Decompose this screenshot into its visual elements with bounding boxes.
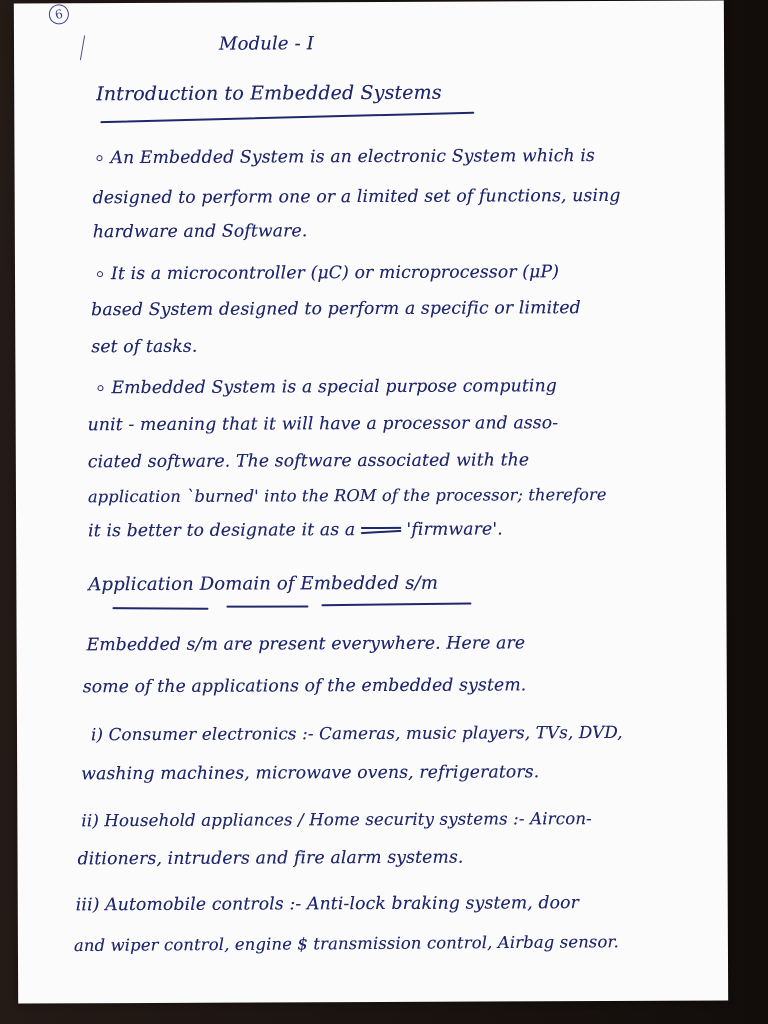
bullet-3-line-1: Embedded System is a special purpose computing xyxy=(97,376,557,398)
margin-mark xyxy=(80,35,85,60)
bullet-2-line-3: set of tasks. xyxy=(91,336,198,358)
application-item-3-line-1: iii) Automobile controls :- Anti-lock braking system, door xyxy=(75,893,580,916)
section-title-underline xyxy=(100,112,474,123)
bullet-3-line-4: application `burned' into the ROM of the processor; therefore xyxy=(87,484,607,507)
intro-line-1: Embedded s/m are present everywhere. Here are xyxy=(86,633,526,656)
bullet-1-line-3: hardware and Software. xyxy=(92,221,308,243)
bullet-marker xyxy=(97,385,103,391)
section-title: Introduction to Embedded Systems xyxy=(96,81,442,106)
intro-line-2: some of the applications of the embedded system. xyxy=(82,675,527,698)
bullet-1-line-1: An Embedded System is an electronic System which is xyxy=(96,146,595,168)
bullet-marker xyxy=(96,155,102,161)
application-item-2-line-1: ii) Household appliances / Home security systems :- Aircon- xyxy=(81,809,592,831)
application-item-1-line-2: washing machines, microwave ovens, refrigerators. xyxy=(81,762,540,785)
application-item-2-line-2: ditioners, intruders and fire alarm systems. xyxy=(77,847,464,870)
handwritten-notes-page xyxy=(14,0,728,1003)
application-domain-heading: Application Domain of Embedded s/m xyxy=(88,572,439,596)
bullet-2-line-1: It is a microcontroller (μC) or microprocessor (μP) xyxy=(97,262,559,284)
bullet-3-line-5: it is better to designate it as a 'firmware'. xyxy=(88,519,503,542)
struck-out-word xyxy=(361,522,401,536)
module-title: Module - I xyxy=(218,33,314,55)
bullet-3-line-3: ciated software. The software associated with the xyxy=(87,450,530,473)
bullet-2-line-2: based System designed to perform a specific or limited xyxy=(91,298,581,321)
application-item-3-line-2: and wiper control, engine $ transmission control, Airbag sensor. xyxy=(73,932,620,956)
bullet-3-line-2: unit - meaning that it will have a processor and asso- xyxy=(87,413,559,436)
bullet-marker xyxy=(97,271,103,277)
bullet-1-line-2: designed to perform one or a limited set of functions, using xyxy=(92,185,621,209)
page-number: 6 xyxy=(47,2,71,26)
application-heading-underline-1 xyxy=(112,607,208,609)
application-heading-underline-3 xyxy=(321,603,471,606)
application-heading-underline-2 xyxy=(226,606,308,608)
application-item-1-line-1: i) Consumer electronics :- Cameras, music players, TVs, DVD, xyxy=(90,721,623,745)
